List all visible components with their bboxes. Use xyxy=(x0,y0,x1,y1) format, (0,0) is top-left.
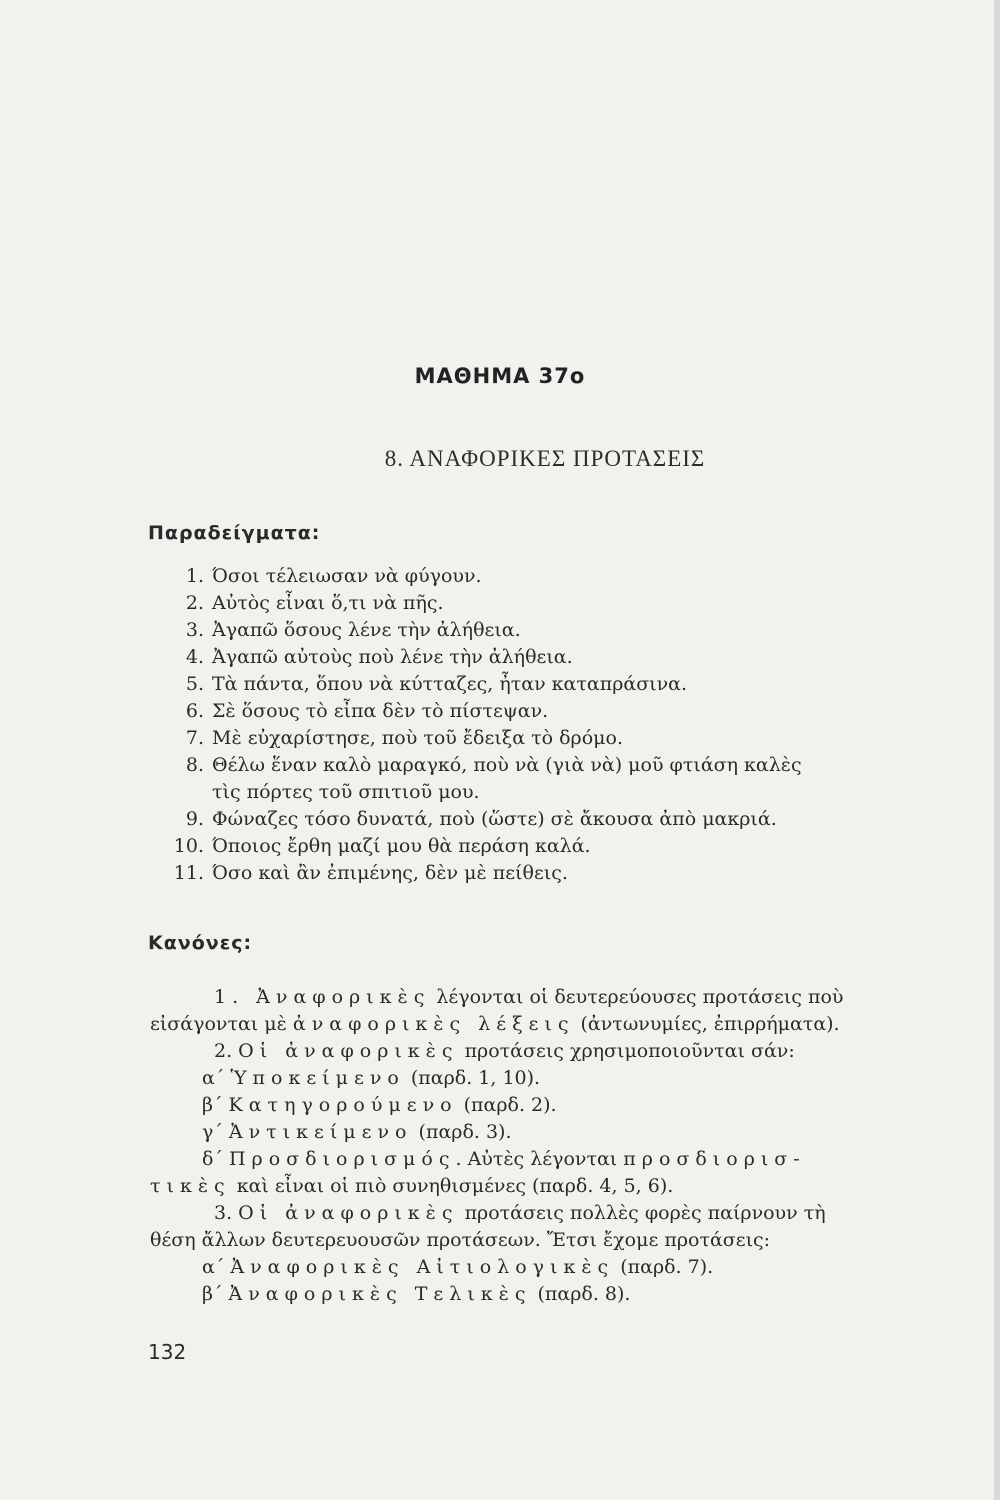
example-item-continuation: τὶς πόρτες τοῦ σπιτιοῦ μου. xyxy=(212,781,480,803)
rule-3-item-b: β΄ Ἀναφορικὲς Τελικὲς (παρδ. 8). xyxy=(202,1283,631,1305)
rule-2-item-c: γ΄ Ἀντικείμενο (παρδ. 3). xyxy=(202,1121,512,1143)
rule-2-item-b: β΄ Κατηγορούμενο (παρδ. 2). xyxy=(202,1094,557,1116)
example-item: 1. Όσοι τέλειωσαν νὰ φύγουν. xyxy=(185,565,482,587)
section-title: 8. ΑΝΑΦΟΡΙΚΕΣ ΠΡΟΤΑΣΕΙΣ xyxy=(384,446,706,471)
example-item: 9. Φώναζες τόσο δυνατά, ποὺ (ὥστε) σὲ ἄκουσα ἀπὸ μακριά. xyxy=(185,808,777,830)
rule-1-line-1: 1. Ἀναφορικὲς λέγονται οἱ δευτερεύουσες προτάσεις ποὺ xyxy=(214,986,844,1008)
rule-1-line-2: εἰσάγονται μὲ ἀναφορικὲς λέξεις (ἀντωνυμίες, ἐπιρρήματα). xyxy=(150,1013,840,1035)
rule-2-line-1: 2. Οἱ ἀναφορικὲς προτάσεις χρησιμοποιοῦνται σάν: xyxy=(214,1040,795,1062)
examples-heading: Παραδείγματα: xyxy=(148,522,321,544)
page-edge xyxy=(994,0,1000,1500)
lesson-title: ΜΑΘΗΜΑ 37ο xyxy=(414,364,586,388)
example-item: 8. Θέλω ἕναν καλὸ μαραγκό, ποὺ νὰ (γιὰ νὰ) μοῦ φτιάση καλὲς xyxy=(185,754,802,776)
rules-block xyxy=(150,984,940,1308)
rule-2-item-a: α΄ Ὑποκείμενο (παρδ. 1, 10). xyxy=(202,1067,541,1089)
rule-3-item-a: α΄ Ἀναφορικὲς Αἰτιολογικὲς (παρδ. 7). xyxy=(202,1256,714,1278)
example-item: 6. Σὲ ὅσους τὸ εἶπα δὲν τὸ πίστεψαν. xyxy=(185,700,549,722)
example-item: 7. Μὲ εὐχαρίστησε, ποὺ τοῦ ἔδειξα τὸ δρόμο. xyxy=(185,727,623,749)
rule-3-line-2: θέση ἄλλων δευτερευουσῶν προτάσεων. Ἔτσι ἔχομε προτάσεις: xyxy=(150,1229,771,1251)
example-item: 10. Όποιος ἔρθη μαζί μου θὰ περάση καλά. xyxy=(173,835,591,857)
rule-2-item-d: δ΄ Προσδιορισμός. Αὐτὲς λέγονται προσδιορισ- xyxy=(202,1148,806,1170)
example-item: 3. Ἀγαπῶ ὅσους λένε τὴν ἀλήθεια. xyxy=(185,619,521,641)
example-item: 4. Ἀγαπῶ αὐτοὺς ποὺ λένε τὴν ἀλήθεια. xyxy=(185,646,573,668)
examples-list xyxy=(170,563,950,887)
example-item: 5. Τὰ πάντα, ὅπου νὰ κύτταζες, ἦταν καταπράσινα. xyxy=(185,673,688,695)
example-item: 11. Όσο καὶ ἂν ἐπιμένης, δὲν μὲ πείθεις. xyxy=(173,862,568,884)
example-item: 2. Αὐτὸς εἶναι ὅ,τι νὰ πῆς. xyxy=(185,592,444,614)
rule-2-item-d-line-2: τικὲς καὶ εἶναι οἱ πιὸ συνηθισμένες (παρδ. 4, 5, 6). xyxy=(150,1175,674,1197)
rule-3-line-1: 3. Οἱ ἀναφορικὲς προτάσεις πολλὲς φορὲς παίρνουν τὴ xyxy=(214,1202,826,1224)
page-number: 132 xyxy=(148,1340,187,1364)
rules-heading: Κανόνες: xyxy=(148,932,253,954)
